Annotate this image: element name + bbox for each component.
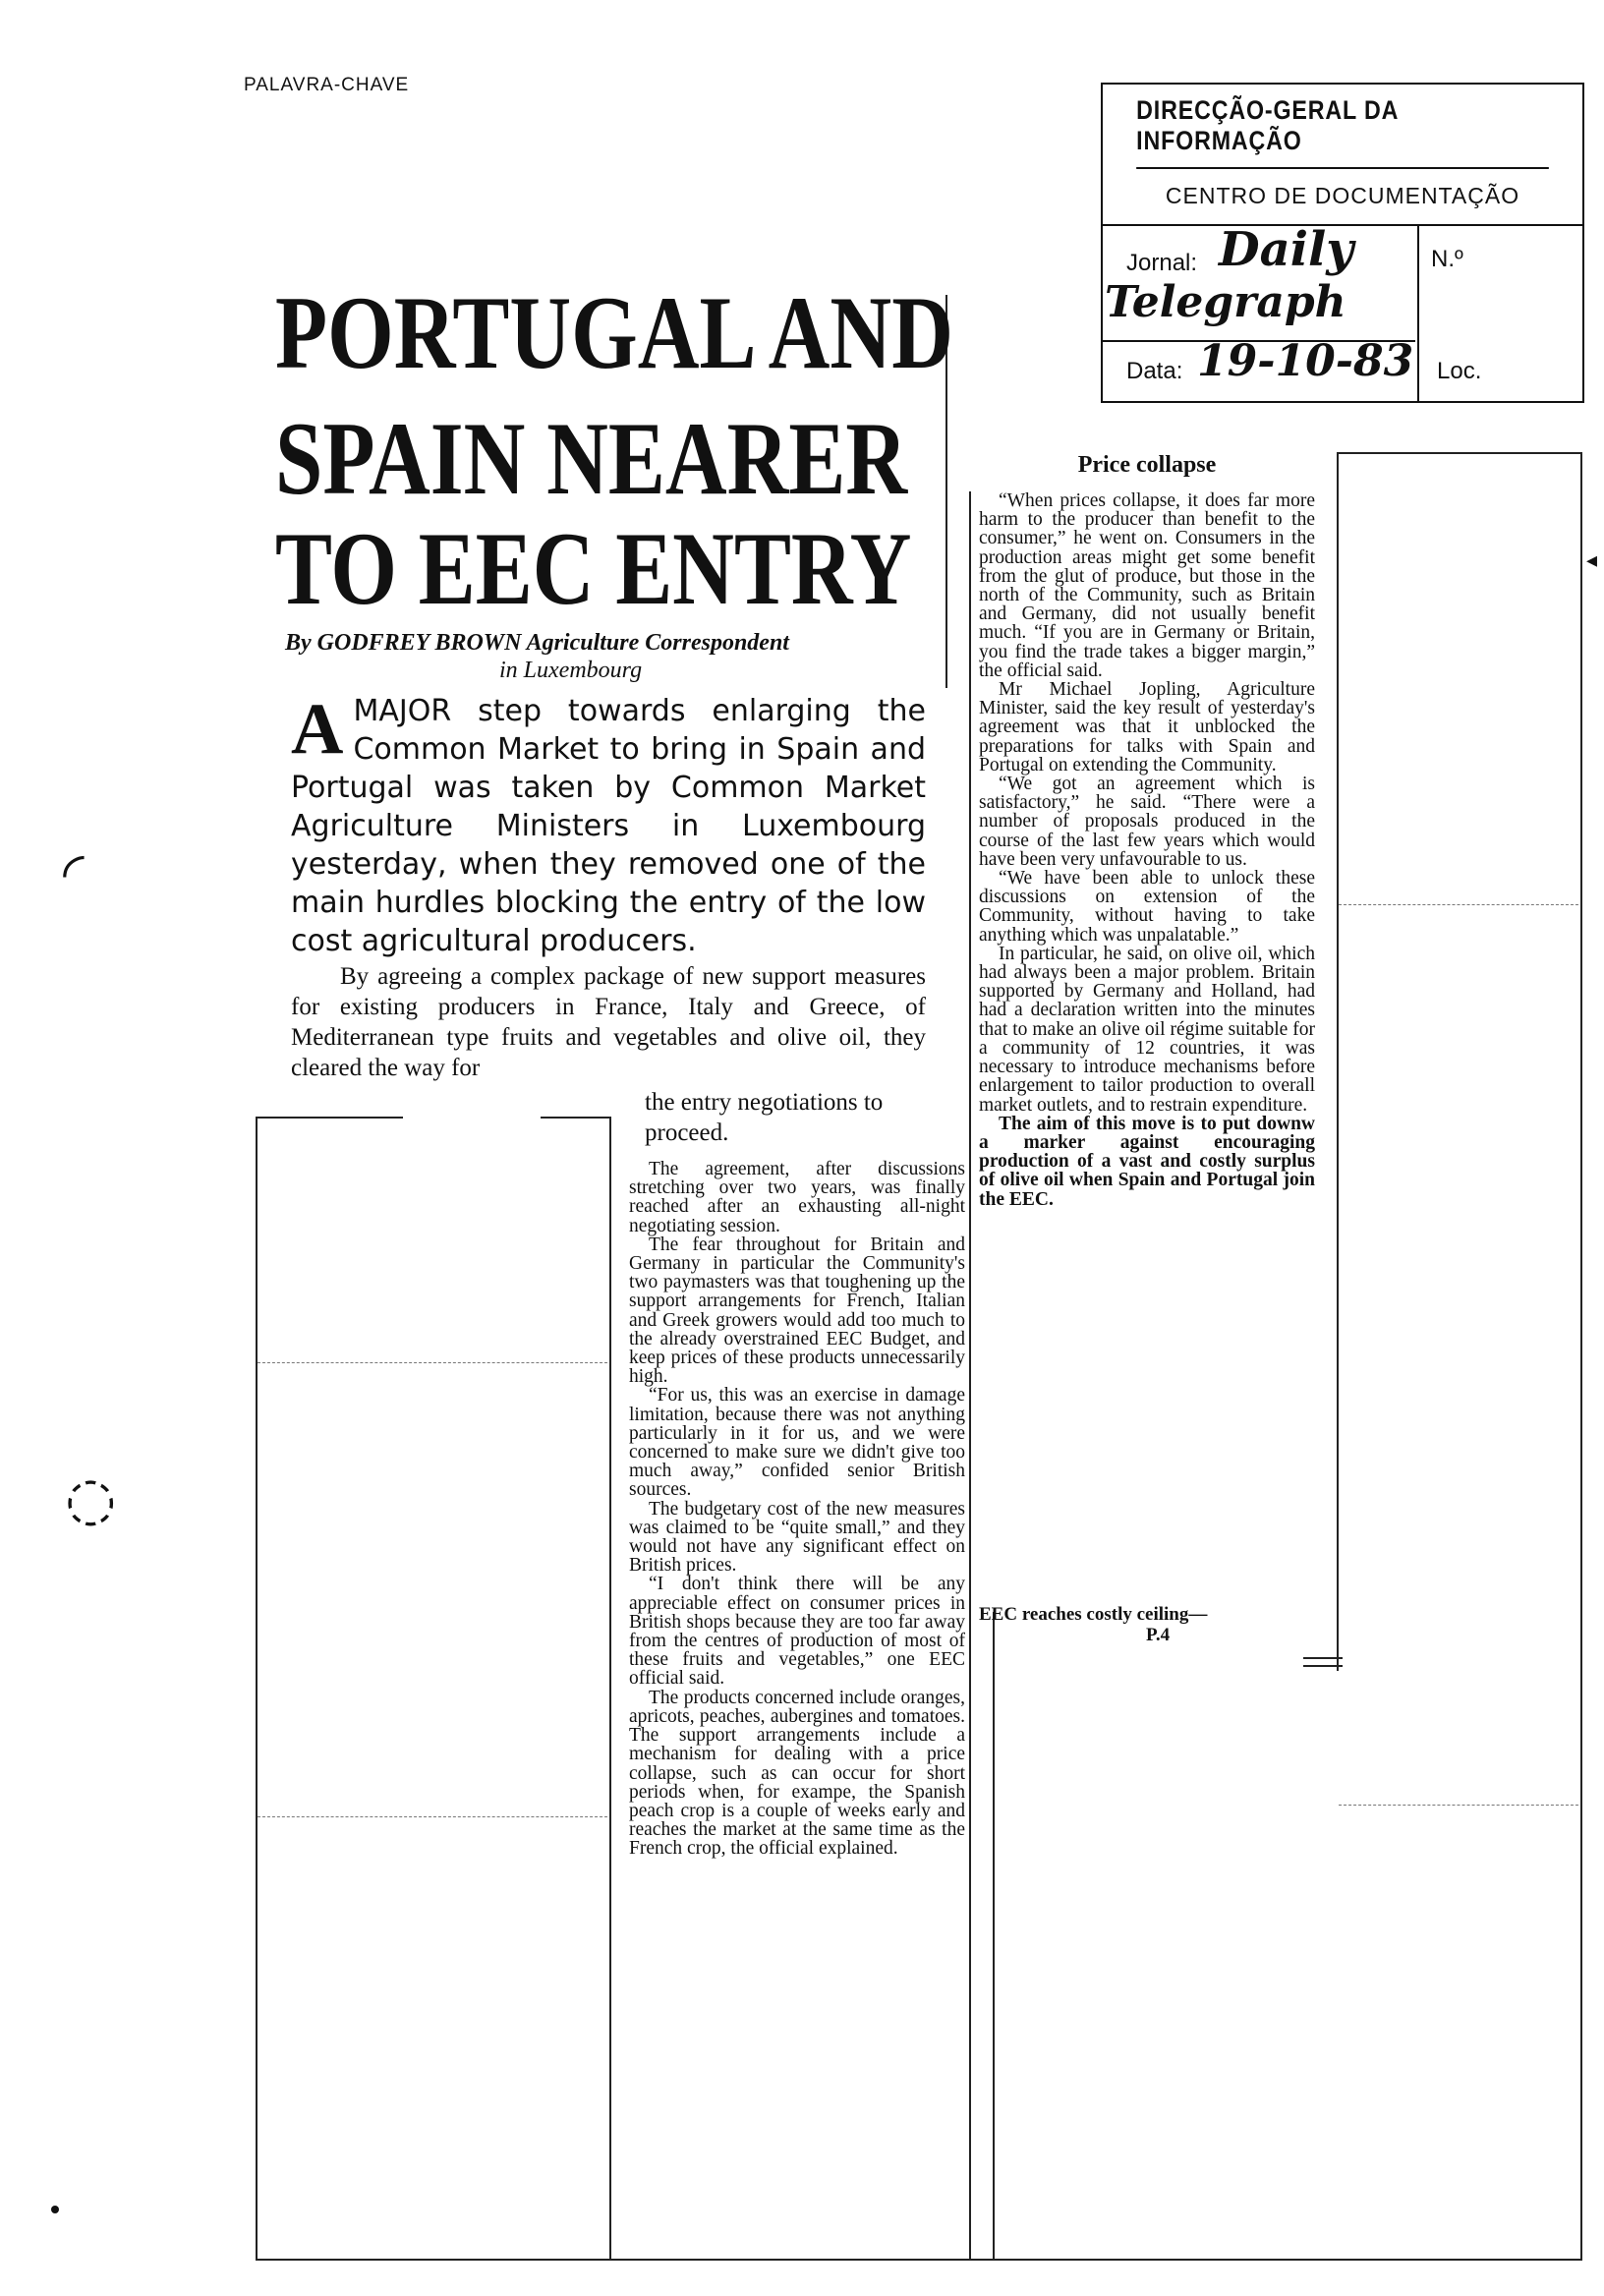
paragraph: The budgetary cost of the new measures was claimed to be “quite small,” and they would not have any significant effect on British prices. (629, 1498, 965, 1577)
article-column-2 (629, 1160, 965, 1859)
stamp-title: DIRECÇÃO-GERAL DA INFORMAÇÃO (1136, 85, 1549, 169)
byline-author: By GODFREY BROWN Agriculture Correspondent (285, 630, 789, 656)
continuation-text: EEC reaches costly ceiling— (979, 1604, 1208, 1625)
paragraph: The products concerned include oranges, apricots, peaches, aubergines and tomatoes. The support arrangements include a mechanism for dealing with a price collapse, such as can occur for short periods when, for exampe, the Spanish peach crop is a couple of weeks early and reaches the market at the same time as the French crop, the official explained. (629, 1687, 965, 1860)
drop-cap: A (291, 689, 344, 770)
headline-line-2: SPAIN NEARER (275, 401, 908, 516)
lead-paragraph (291, 689, 926, 960)
subheading-price-collapse: Price collapse (1077, 452, 1217, 478)
jornal-handwritten-1: Daily (1219, 222, 1354, 277)
clip-top-mid-rule (541, 1117, 609, 1119)
continuation-page: P.4 (1146, 1625, 1171, 1645)
clip-right-border (1580, 452, 1582, 2259)
punch-hole-mark: ◌ (65, 1464, 117, 1533)
byline (285, 629, 934, 684)
speck (51, 2206, 59, 2213)
small-rule-b (1303, 1665, 1343, 1667)
small-rule-a (1303, 1657, 1343, 1659)
column-divider-4 (1337, 452, 1339, 1671)
edge-arrow-icon: ◂ (1586, 548, 1598, 573)
lead-text: MAJOR step towards enlarging the Common Market to bring in Spain and Portugal was taken by Common Market Agriculture Ministers in Luxembourg yesterday, when they removed one of the main hurdles blocking the entry of the low cost agricultural producers. (291, 694, 926, 958)
location-label: Loc. (1437, 358, 1482, 384)
clip-left-border (256, 1117, 258, 2259)
paragraph: “We got an agreement which is satisfactory,” he said. “There were a number of proposals produced in the course of the last few years which would have been very unfavourable to us. (979, 774, 1315, 870)
date-label: Data: (1126, 358, 1183, 384)
stamp-divider (1417, 226, 1419, 401)
clip-top-left-rule (256, 1117, 403, 1119)
jornal-handwritten-2: Telegraph (1105, 277, 1346, 327)
paragraph: “When prices collapse, it does far more harm to the producer than benefit to the consumer,” he went on. Consumers in the production areas might get some benefit from the glut of produce, but those in the north of the Community, such as Britain and Germany, did not usually benefit much. “If you are in Germany or Britain, you find the trade takes a bigger margin,” the official said. (979, 490, 1315, 681)
clip-bottom-border (256, 2259, 1582, 2261)
paragraph: The aim of this move is to put downw a marker against encouraging production of a vast and costly surplus of olive oil when Spain and Portugal join the EEC. (979, 1113, 1315, 1210)
paragraph: The agreement, after discussions stretching over two years, was finally reached after an exhausting all-night negotiating session. (629, 1159, 965, 1236)
headline-line-1: PORTUGAL AND (275, 275, 953, 390)
clip-right-top-rule (1337, 452, 1582, 454)
column-divider-1 (609, 1117, 611, 2259)
jornal-label: Jornal: (1126, 250, 1198, 276)
paragraph: “I don't think there will be any appreciable effect on consumer prices in British shops because they are too far away from the centres of production of most of these fruits and vegetables,” one EEC official said. (629, 1574, 965, 1690)
stamp-centre: CENTRO DE DOCUMENTAÇÃO (1103, 167, 1582, 226)
guide-line (1339, 904, 1578, 905)
keyword-label: PALAVRA-CHAVE (244, 75, 410, 95)
paragraph: In particular, he said, on olive oil, which had always been a major problem. Britain supported by Germany and Holland, had had a declaration written into the minutes that to make an olive oil régime suitable for a community of 12 countries, it was necessary to introduce mechanisms before enlargement to tailor production to overall market outlets, and to restrain expenditure. (979, 943, 1315, 1116)
punch-hole-mark: ◜ (63, 841, 85, 905)
intro-tail: the entry negotiations to proceed. (645, 1089, 884, 1146)
intro-paragraph: By agreeing a complex package of new support measures for existing producers in France, Italy and Greece, of Mediterranean type fruits and vegetables and olive oil, they cleared the way for (291, 963, 926, 1081)
continuation-reference (979, 1604, 1315, 1645)
paragraph: The fear throughout for Britain and Germany in particular the Community's two paymasters was that toughening up the support arrangements for French, Italian and Greek growers would add too much to the already overstrained EEC Budget, and keep prices of these products unnecessarily high. (629, 1234, 965, 1388)
guide-line (258, 1362, 607, 1363)
article-column-3 (979, 491, 1315, 1209)
headline-line-3: TO EEC ENTRY (275, 511, 912, 626)
paragraph: “We have been able to unlock these discussions on extension of the Community, without having to take anything which was unpalatable.” (979, 868, 1315, 946)
guide-line (1339, 1805, 1578, 1806)
guide-line (258, 1816, 607, 1817)
date-handwritten: 19-10-83 (1197, 336, 1414, 386)
paragraph: Mr Michael Jopling, Agriculture Minister, said the key result of yesterday's agreement was that it unblocked the preparations for talks with Spain and Portugal on extending the Community. (979, 679, 1315, 775)
paragraph: “For us, this was an exercise in damage limitation, because there was not anything particularly in it for us, and we were concerned to make sure we didn't give too much away,” confided senior British sources. (629, 1385, 965, 1501)
column-divider-3 (993, 1612, 995, 2259)
byline-location: in Luxembourg (499, 658, 643, 683)
column-divider-2 (969, 491, 971, 2259)
number-label: N.º (1431, 246, 1463, 272)
